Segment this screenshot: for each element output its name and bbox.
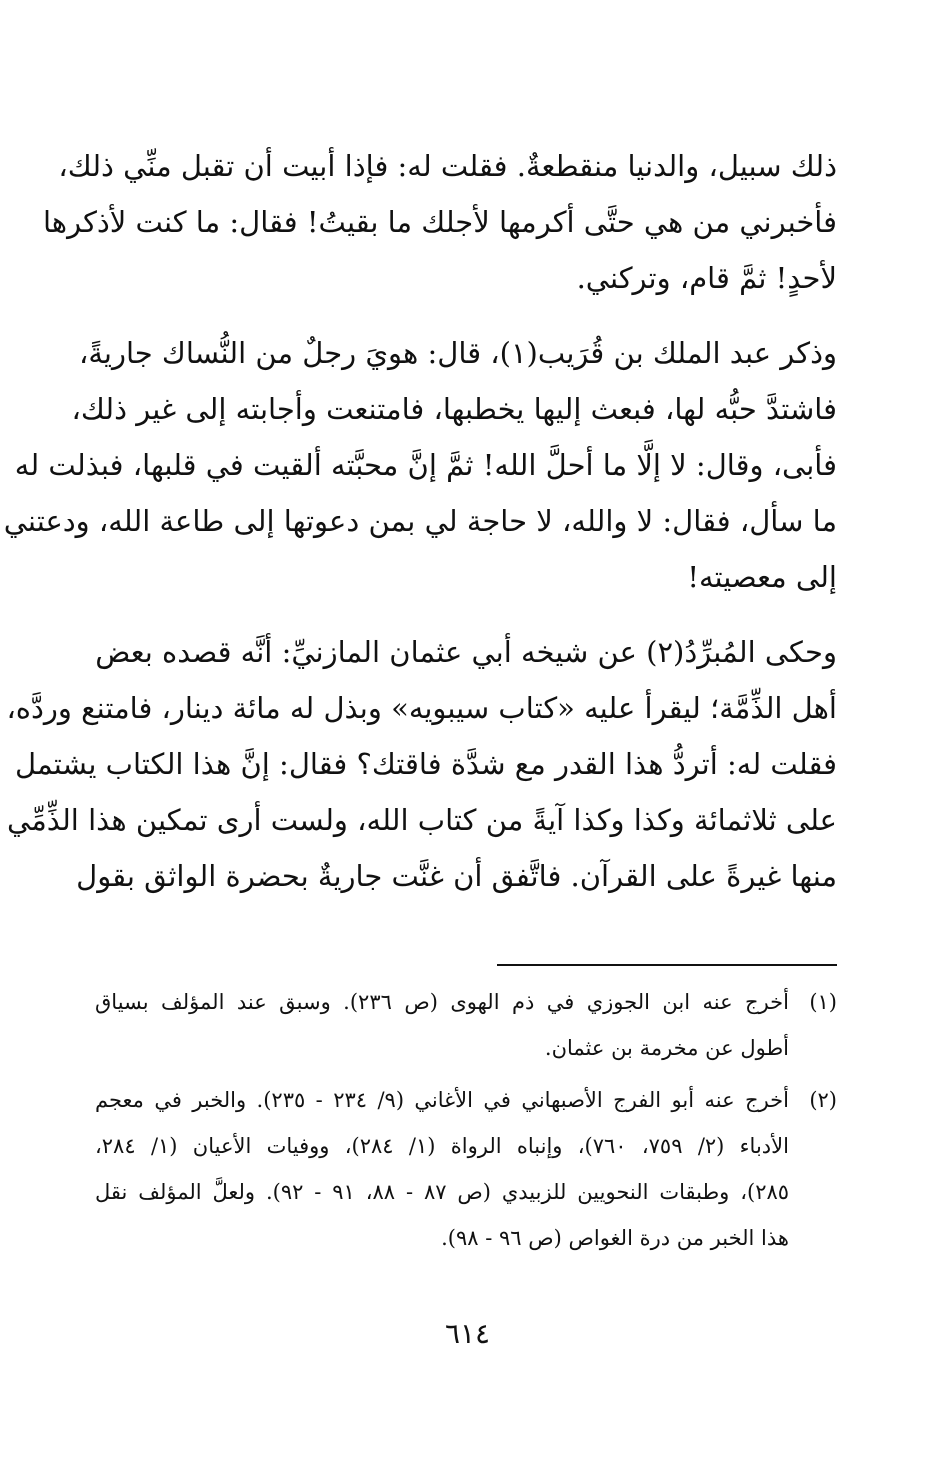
body-line: ما سأل، فقال: لا والله، لا حاجة لي بمن دعوتها إلى طاعة الله، ودعتني [3, 504, 837, 538]
body-line: وحكى المُبرِّدُ(٢) عن شيخه أبي عثمان المازنيِّ: أنَّه قصده بعض [95, 635, 837, 669]
footnote-line: ٢٨٥)، وطبقات النحويين للزبيدي (ص ٨٧ - ٨٨، ٩١ - ٩٢). ولعلَّ المؤلف نقل [95, 1180, 790, 1204]
footnote-number: (١) [809, 990, 837, 1014]
page-number: ٦١٤ [444, 1317, 491, 1350]
footnote-line: أطول عن مخرمة بن عثمان. [544, 1036, 789, 1060]
footnote-line: الأدباء (٢/ ٧٥٩، ٧٦٠)، وإنباه الرواة (١/ ٢٨٤)، ووفيات الأعيان (١/ ٢٨٤، [95, 1134, 789, 1158]
body-line: على ثلاثمائة وكذا وكذا آيةً من كتاب الله، ولست أرى تمكين هذا الذِّمِّي [7, 803, 837, 837]
body-line: فأبى، وقال: لا إلَّا ما أحلَّ الله! ثمَّ إنَّ محبَّته ألقيت في قلبها، فبذلت له [14, 448, 837, 482]
body-line: أهل الذِّمَّة؛ ليقرأ عليه «كتاب سيبويه» وبذل له مائة دينار، فامتنع وردَّه، [6, 691, 837, 725]
body-line: إلى معصيته! [687, 560, 837, 594]
body-line: فقلت له: أتردُّ هذا القدر مع شدَّة فاقتك؟ فقال: إنَّ هذا الكتاب يشتمل [15, 747, 837, 781]
body-line: فاشتدَّ حبُّه لها، فبعث إليها يخطبها، فامتنعت وأجابته إلى غير ذلك، [71, 392, 837, 426]
footnote-line: أخرج عنه ابن الجوزي في ذم الهوى (ص ٢٣٦). وسبق عند المؤلف بسياق [95, 990, 789, 1014]
footnote-separator [497, 964, 837, 966]
footnote-line: أخرج عنه أبو الفرج الأصبهاني في الأغاني (٩/ ٢٣٤ - ٢٣٥). والخبر في معجم [95, 1088, 789, 1112]
body-line: وذكر عبد الملك بن قُرَيب(١)، قال: هويَ رجلٌ من النُّساك جاريةً، [78, 336, 837, 370]
footnote-line: هذا الخبر من درة الغواص (ص ٩٦ - ٩٨). [441, 1226, 789, 1250]
footnote-number: (٢) [809, 1088, 837, 1112]
body-line: منها غيرةً على القرآن. فاتَّفق أن غنَّت جاريةٌ بحضرة الواثق بقول [76, 859, 837, 893]
body-line: فأخبرني من هي حتَّى أكرمها لأجلك ما بقيتُ! فقال: ما كنت لأذكرها [42, 205, 837, 239]
body-line: لأحدٍ! ثمَّ قام، وتركني. [576, 261, 837, 295]
body-line: ذلك سبيل، والدنيا منقطعةٌ. فقلت له: فإذا أبيت أن تقبل منِّي ذلك، [58, 149, 837, 183]
